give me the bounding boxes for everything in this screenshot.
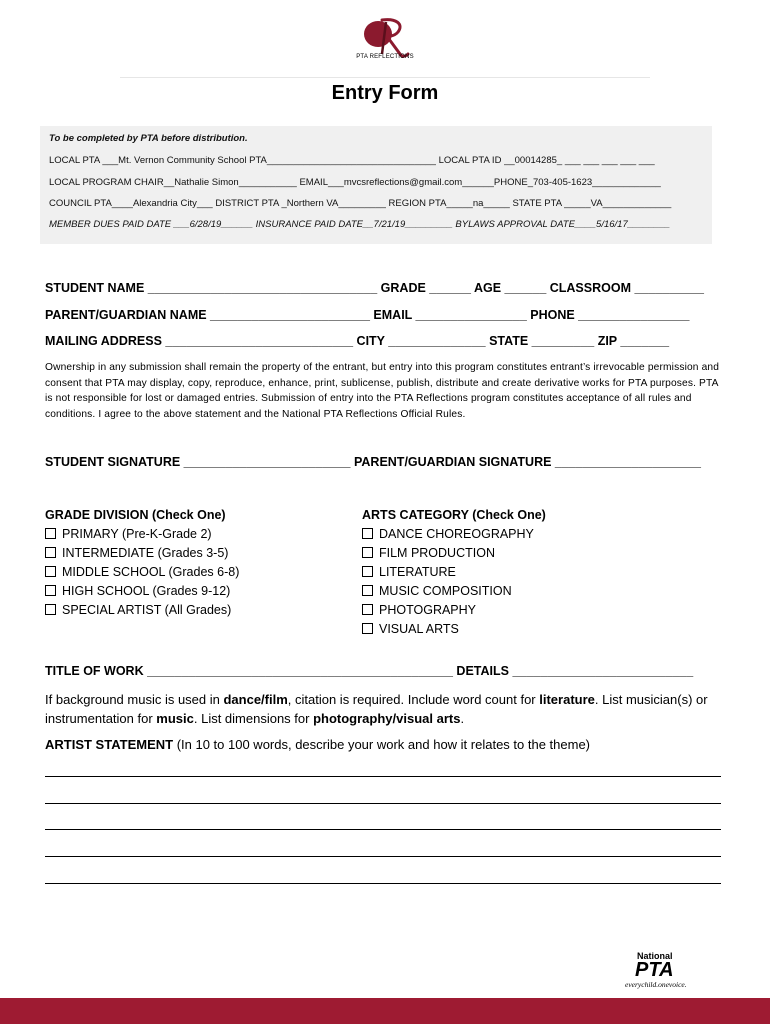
- grade-option-intermediate[interactable]: INTERMEDIATE (Grades 3-5): [45, 546, 228, 560]
- signature-row[interactable]: STUDENT SIGNATURE ________________________ PARENT/GUARDIAN SIGNATURE _____________________: [45, 455, 701, 469]
- grade-option-primary[interactable]: PRIMARY (Pre-K-Grade 2): [45, 527, 212, 541]
- grade-option-high[interactable]: HIGH SCHOOL (Grades 9-12): [45, 584, 230, 598]
- checkbox[interactable]: [362, 528, 373, 539]
- checkbox[interactable]: [45, 566, 56, 577]
- arts-option-literature[interactable]: LITERATURE: [362, 565, 456, 579]
- page-title: Entry Form: [331, 82, 439, 104]
- mailing-address-row[interactable]: MAILING ADDRESS ___________________________ CITY ______________ STATE _________ ZIP _______: [45, 334, 670, 348]
- parent-guardian-row[interactable]: PARENT/GUARDIAN NAME _______________________ EMAIL ________________ PHONE ________________: [45, 308, 690, 322]
- music-citation-note: If background music is used in dance/film, citation is required. Include word count for literature. List musician(s) or instrumentation for music. List dimensions for photography/visual arts.: [45, 692, 708, 726]
- program-chair-field[interactable]: LOCAL PROGRAM CHAIR__Nathalie Simon___________ EMAIL___mvcsreflections@gmail.com______PHONE_703-405-1623_____________: [49, 177, 661, 188]
- checkbox[interactable]: [362, 623, 373, 634]
- artist-statement-line[interactable]: [45, 776, 721, 777]
- student-name-row[interactable]: STUDENT NAME _________________________________ GRADE ______ AGE ______ CLASSROOM __________: [45, 281, 704, 295]
- artist-statement-label: ARTIST STATEMENT (In 10 to 100 words, describe your work and how it relates to the theme): [45, 737, 591, 752]
- brand-main: PTA: [635, 959, 674, 981]
- admin-note: To be completed by PTA before distribution.: [49, 133, 248, 144]
- grade-division-heading: GRADE DIVISION (Check One): [45, 508, 226, 522]
- grade-option-middle[interactable]: MIDDLE SCHOOL (Grades 6-8): [45, 565, 239, 579]
- local-pta-field[interactable]: LOCAL PTA ___Mt. Vernon Community School PTA________________________________ LOCAL PTA ID __00014285_ ___ ___ ___ ___ ___: [49, 155, 655, 166]
- arts-option-film[interactable]: FILM PRODUCTION: [362, 546, 495, 560]
- artist-statement-line[interactable]: [45, 883, 721, 884]
- artist-statement-line[interactable]: [45, 803, 721, 804]
- checkbox[interactable]: [362, 547, 373, 558]
- dues-dates-field[interactable]: MEMBER DUES PAID DATE ___6/28/19______ INSURANCE PAID DATE__7/21/19_________ BYLAWS APPROVAL DATE____5/16/17________: [49, 219, 671, 230]
- checkbox[interactable]: [362, 585, 373, 596]
- grade-option-special[interactable]: SPECIAL ARTIST (All Grades): [45, 603, 231, 617]
- title-divider: [120, 77, 650, 78]
- arts-option-dance[interactable]: DANCE CHOREOGRAPHY: [362, 527, 534, 541]
- checkbox[interactable]: [45, 528, 56, 539]
- artist-statement-line[interactable]: [45, 829, 721, 830]
- checkbox[interactable]: [362, 604, 373, 615]
- ownership-statement: Ownership in any submission shall remain the property of the entrant, but entry into this program constitutes entrant’s irrevocable permission and consent that PTA may display, copy, reproduce, enhance, print, sublicense, publish, distribute and create derivative works for PTA purposes. PTA is not responsible for lost or damaged entries. Submission of entry into the PTA Reflections program constitutes acceptance of all rules and conditions. I agree to the above statement and the National PTA Reflections Official Rules.: [45, 362, 720, 420]
- arts-option-music[interactable]: MUSIC COMPOSITION: [362, 584, 512, 598]
- checkbox[interactable]: [45, 585, 56, 596]
- brand-top: National: [637, 951, 673, 961]
- checkbox[interactable]: [45, 604, 56, 615]
- title-of-work-row[interactable]: TITLE OF WORK ____________________________________________ DETAILS __________________________: [45, 664, 694, 678]
- pta-admin-section: [40, 126, 712, 244]
- national-pta-logo: [625, 950, 701, 990]
- checkbox[interactable]: [45, 547, 56, 558]
- logo-caption: PTA REFLECTIONS: [356, 54, 414, 60]
- tagline: everychild.onevoice.: [625, 980, 687, 989]
- artist-statement-line[interactable]: [45, 856, 721, 857]
- checkbox[interactable]: [362, 566, 373, 577]
- arts-category-heading: ARTS CATEGORY (Check One): [362, 508, 546, 522]
- council-pta-field[interactable]: COUNCIL PTA____Alexandria City___ DISTRICT PTA _Northern VA_________ REGION PTA_____na_____ STATE PTA _____VA_____________: [49, 198, 672, 209]
- footer-bar: [0, 998, 770, 1024]
- arts-option-visual-arts[interactable]: VISUAL ARTS: [362, 622, 459, 636]
- arts-option-photography[interactable]: PHOTOGRAPHY: [362, 603, 476, 617]
